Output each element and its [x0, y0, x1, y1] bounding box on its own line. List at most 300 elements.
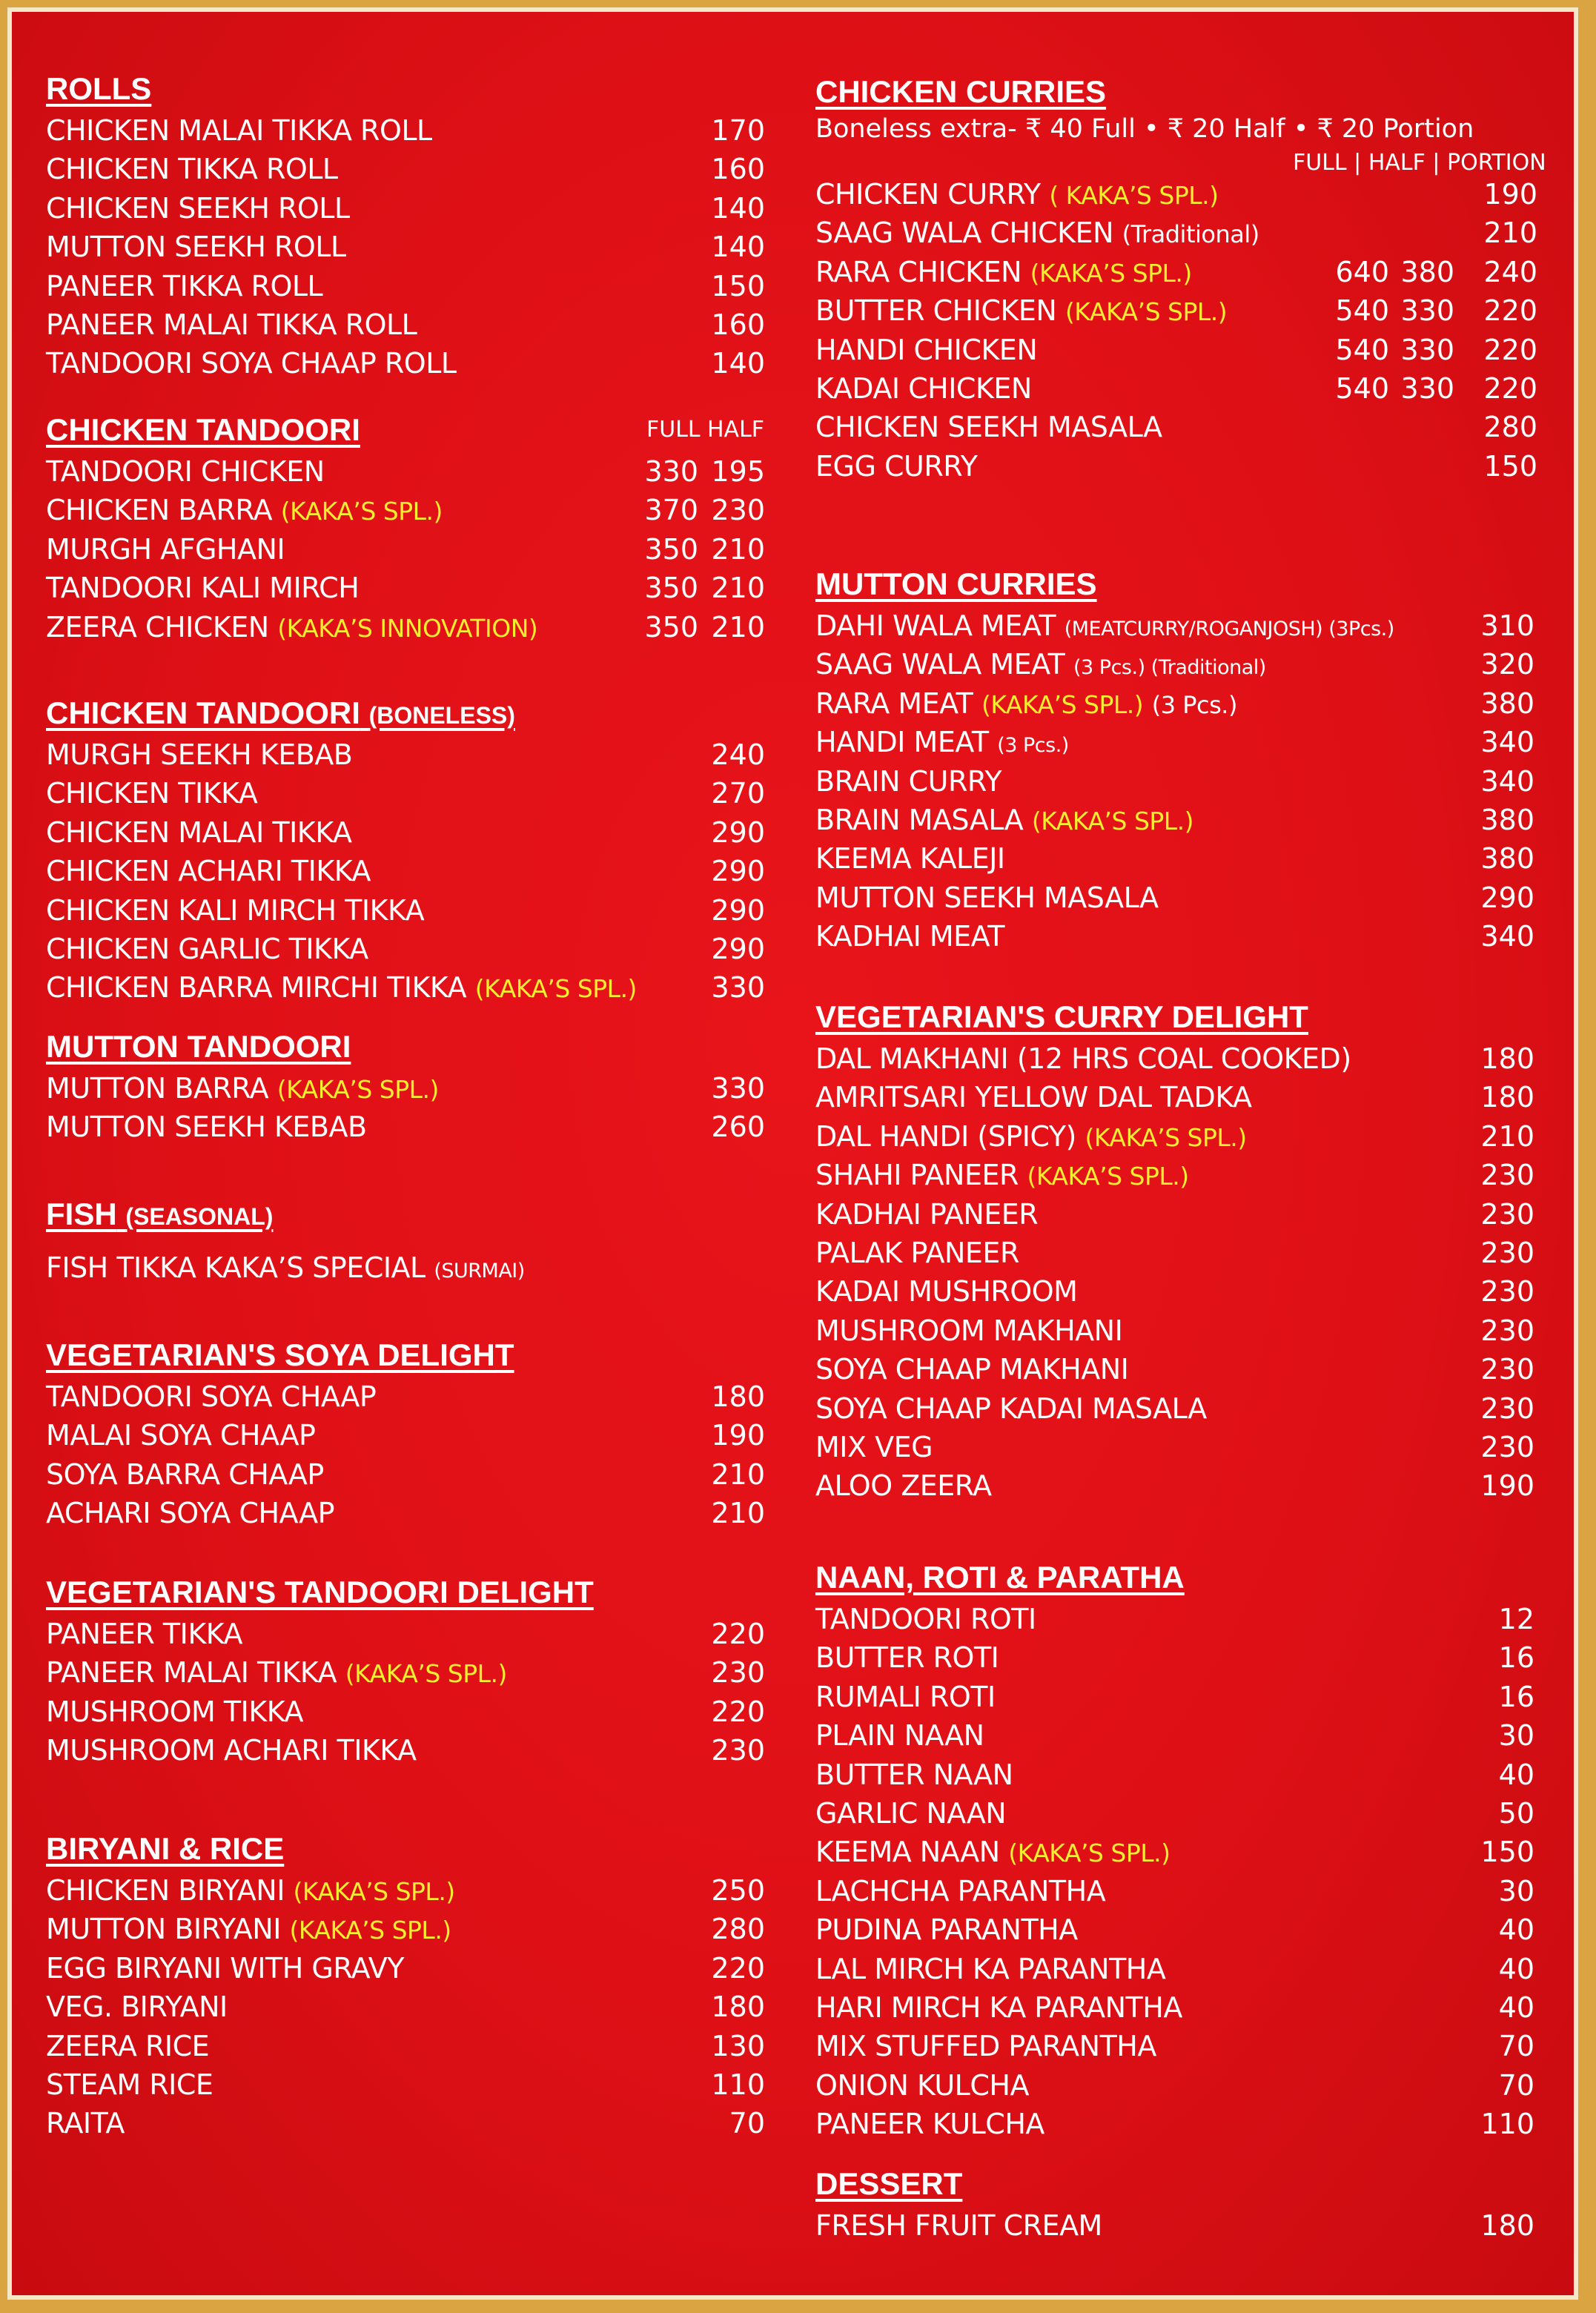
item-name-text: PANEER MALAI TIKKA: [46, 1656, 337, 1690]
menu-item: [815, 253, 1564, 291]
section-subtitle: (BONELESS): [368, 702, 515, 729]
item-name-text: PANEER MALAI TIKKA ROLL: [46, 308, 417, 341]
item-name-text: MURGH SEEKH KEBAB: [46, 738, 353, 771]
menu-item: [815, 645, 1564, 684]
menu-item: [46, 1615, 765, 1653]
price: 180: [1480, 1081, 1534, 1114]
kaka-special-tag: (KAKA’S SPL.): [277, 1075, 439, 1104]
item-name: [46, 1615, 242, 1653]
menu-item: [46, 735, 765, 774]
price-full: 350: [644, 610, 698, 643]
menu-item: [815, 1350, 1564, 1389]
item-name: [46, 491, 443, 531]
item-name: [815, 684, 1237, 724]
price: 110: [711, 2068, 765, 2101]
column-header-full-half-portion: FULL | HALF | PORTION: [1293, 150, 1546, 176]
item-name-text: CHICKEN MALAI TIKKA ROLL: [46, 114, 432, 147]
section-title-text: DESSERT: [815, 2166, 963, 2201]
price: 30: [1498, 1719, 1534, 1753]
menu-item: [815, 1872, 1564, 1910]
item-name-text: PLAIN NAAN: [815, 1719, 984, 1753]
item-name-text: MUTTON SEEKH KEBAB: [46, 1111, 367, 1144]
menu-item: [815, 1600, 1564, 1638]
menu-item: [815, 1117, 1564, 1156]
column-header-full: FULL: [646, 417, 701, 443]
item-name: [815, 1600, 1036, 1638]
item-name-text: PANEER TIKKA ROLL: [46, 269, 323, 302]
item-name-text: EGG CURRY: [815, 449, 978, 483]
price: 150: [711, 269, 765, 302]
menu-item: [46, 968, 765, 1007]
item-name-text: SOYA CHAAP KADAI MASALA: [815, 1392, 1207, 1425]
item-name-text: LAL MIRCH KA PARANTHA: [815, 1952, 1166, 1985]
item-name: [46, 2065, 213, 2104]
item-name-text: ALOO ZEERA: [815, 1469, 992, 1503]
section-title: [46, 412, 360, 448]
kaka-special-tag: (KAKA’S SPL.): [345, 1659, 507, 1689]
item-name-text: PALAK PANEER: [815, 1237, 1019, 1269]
kaka-special-tag: (KAKA’S SPL.): [1008, 1839, 1170, 1868]
item-name: [815, 175, 1218, 215]
item-name: [815, 1428, 933, 1466]
item-name-text: BRAIN MASALA: [815, 804, 1024, 836]
price: 40: [1498, 1913, 1534, 1947]
price: 70: [1498, 2068, 1534, 2102]
item-name: [46, 1949, 404, 1988]
menu-item: [46, 2104, 765, 2142]
item-name: [815, 1156, 1189, 1196]
section-title-text: CHICKEN CURRIES: [815, 74, 1107, 109]
item-name-text: SOYA CHAAP MAKHANI: [815, 1353, 1129, 1386]
menu-item: [815, 606, 1564, 645]
price: 180: [1480, 2209, 1534, 2242]
item-name: [815, 2066, 1029, 2105]
item-name: [815, 762, 1001, 801]
price: 40: [1498, 1758, 1534, 1791]
item-name-text: BUTTER NAAN: [815, 1758, 1013, 1791]
item-name: [46, 2104, 125, 2142]
item-name: [815, 723, 1069, 765]
item-name-text: DAHI WALA MEAT: [815, 609, 1056, 642]
item-name: [815, 917, 1004, 956]
price-half: 210: [711, 572, 765, 605]
item-name: [815, 1234, 1019, 1272]
item-name: [815, 1950, 1165, 1988]
item-name: [815, 253, 1192, 293]
item-name: [46, 228, 346, 266]
item-name: [815, 1039, 1351, 1078]
item-name: [815, 291, 1227, 331]
price: 230: [1480, 1431, 1534, 1463]
item-name: [46, 2027, 209, 2065]
price: 290: [1480, 881, 1534, 914]
item-name: [815, 878, 1159, 917]
price: 310: [1480, 609, 1534, 642]
menu-item: [815, 1389, 1564, 1428]
item-name-text: MIX STUFFED PARANTHA: [815, 2030, 1156, 2063]
menu-item: [815, 1039, 1564, 1078]
menu-item: [815, 878, 1564, 917]
item-name: [46, 930, 368, 968]
price-portion: 150: [1483, 449, 1537, 483]
price-half: 330: [1400, 372, 1454, 405]
item-name: [46, 1871, 455, 1911]
item-name-text: EGG BIRYANI WITH GRAVY: [46, 1951, 404, 1985]
item-name-text: CHICKEN ACHARI TIKKA: [46, 855, 371, 888]
item-name: [46, 1069, 439, 1109]
item-name: [815, 1078, 1252, 1116]
kaka-special-tag: (KAKA’S SPL.): [981, 689, 1144, 719]
menu-item: [815, 1195, 1564, 1234]
item-name-text: DAL HANDI (SPICY): [815, 1119, 1076, 1153]
item-name: [815, 801, 1193, 841]
item-name-text: MUSHROOM TIKKA: [46, 1695, 303, 1728]
price-portion: 220: [1483, 333, 1537, 366]
item-name: [46, 1494, 334, 1532]
price: 16: [1498, 1641, 1534, 1675]
price: 270: [711, 777, 765, 810]
item-name: [815, 1678, 996, 1716]
item-name: [46, 1653, 507, 1693]
price-half: 330: [1400, 333, 1454, 366]
item-name: [46, 1731, 417, 1770]
price: 110: [1480, 2108, 1534, 2141]
price: 220: [711, 1618, 765, 1650]
item-name: [46, 1416, 315, 1455]
price-full: 540: [1335, 294, 1389, 328]
kaka-special-tag: (KAKA’S SPL.): [1064, 297, 1228, 327]
price-half: 230: [711, 494, 765, 527]
item-note: (3 Pcs.): [997, 734, 1069, 758]
item-note: (MEATCURRY/ROGANJOSH) (3Pcs.): [1064, 618, 1394, 641]
item-name: [815, 1872, 1105, 1910]
item-name-text: MUSHROOM ACHARI TIKKA: [46, 1734, 417, 1767]
price: 330: [711, 1072, 765, 1105]
price: 290: [711, 855, 765, 888]
price: 140: [711, 191, 765, 225]
kaka-special-tag: (KAKA’S SPL.): [293, 1877, 455, 1906]
menu-item: [815, 1156, 1564, 1194]
price-portion: 210: [1483, 216, 1537, 250]
price: 40: [1498, 1991, 1534, 2024]
item-name: [46, 735, 352, 774]
menu-item: [46, 1069, 765, 1108]
price: 140: [711, 347, 765, 380]
price: 380: [1480, 804, 1534, 836]
kaka-special-tag: (KAKA’S INNOVATION): [277, 613, 538, 643]
menu-item: [46, 1910, 765, 1948]
column-header-half: HALF: [707, 417, 765, 443]
item-name: [46, 968, 637, 1008]
price: 290: [711, 933, 765, 965]
item-name: [46, 852, 371, 890]
price: 170: [711, 114, 765, 147]
item-name-text: FRESH FRUIT CREAM: [815, 2209, 1102, 2242]
menu-item: [46, 1416, 765, 1455]
price: 340: [1480, 726, 1534, 759]
menu-item: [46, 774, 765, 813]
menu-item: [815, 1756, 1564, 1794]
kaka-special-tag: (KAKA’S SPL.): [1027, 1162, 1189, 1191]
price-full: 350: [644, 572, 698, 605]
item-name: [46, 1988, 228, 2026]
menu-item: [815, 1988, 1564, 2027]
price: 230: [1480, 1159, 1534, 1192]
section-title-text: CHICKEN TANDOORI: [46, 412, 360, 447]
menu-item: [46, 1988, 765, 2026]
kaka-special-tag: (KAKA’S SPL.): [1085, 1122, 1247, 1152]
item-name-text: PANEER TIKKA: [46, 1618, 242, 1650]
item-name-text: MUTTON SEEKH ROLL: [46, 231, 346, 264]
menu-item: [46, 1731, 765, 1770]
item-name: [815, 606, 1394, 649]
item-name: [815, 839, 1005, 878]
item-name-text: ACHARI SOYA CHAAP: [46, 1497, 334, 1530]
menu-item: [815, 2206, 1564, 2245]
item-name-text: CHICKEN MALAI TIKKA: [46, 815, 352, 849]
price-half: 380: [1400, 255, 1454, 288]
item-note: (3 Pcs.) (Traditional): [1073, 656, 1266, 680]
menu-item: [46, 111, 765, 150]
price: 240: [711, 738, 765, 771]
item-name: [46, 267, 322, 305]
boneless-extra-note: Boneless extra- ₹ 40 Full • ₹ 20 Half • ₹ 20 Portion: [815, 114, 1474, 144]
item-name-text: ZEERA CHICKEN: [46, 610, 269, 643]
item-name-text: HARI MIRCH KA PARANTHA: [815, 1991, 1182, 2024]
item-name: [815, 1833, 1170, 1873]
section-title: [815, 566, 1097, 602]
section-title: [815, 999, 1308, 1035]
item-name: [46, 813, 351, 852]
item-name-text: CHICKEN TIKKA ROLL: [46, 153, 338, 186]
menu-item: [815, 1910, 1564, 1949]
section-title-text: VEGETARIAN'S TANDOORI DELIGHT: [46, 1575, 594, 1609]
item-name-text: BRAIN CURRY: [815, 764, 1002, 798]
item-name-text: CHICKEN SEEKH MASALA: [815, 411, 1162, 444]
item-name-text: AMRITSARI YELLOW DAL TADKA: [815, 1081, 1252, 1114]
menu-item: [815, 447, 1564, 486]
item-name-text: CHICKEN GARLIC TIKKA: [46, 933, 368, 965]
section-title: [46, 1197, 273, 1234]
item-name-text: TANDOORI SOYA CHAAP ROLL: [46, 347, 457, 380]
item-name-text: LACHCHA PARANTHA: [815, 1874, 1106, 1907]
price: 230: [1480, 1237, 1534, 1269]
item-name-text: VEG. BIRYANI: [46, 1991, 228, 2024]
item-name: [815, 1117, 1247, 1157]
price-full: 350: [644, 532, 698, 566]
item-name-text: MUTTON BIRYANI: [46, 1913, 281, 1946]
price: 160: [711, 308, 765, 341]
price: 12: [1498, 1603, 1534, 1635]
item-name-text: BUTTER CHICKEN: [815, 294, 1057, 328]
item-name-text: TANDOORI CHICKEN: [46, 455, 325, 488]
section-title-text: BIRYANI & RICE: [46, 1831, 285, 1866]
item-name: [46, 305, 417, 344]
item-name: [46, 1377, 376, 1416]
item-name-text: MALAI SOYA CHAAP: [46, 1419, 316, 1452]
section-subtitle: (SEASONAL): [125, 1203, 274, 1230]
menu-item: [46, 569, 765, 607]
item-name-text: SHAHI PANEER: [815, 1159, 1019, 1192]
item-name: [46, 530, 285, 569]
price: 190: [1480, 1469, 1534, 1503]
item-name-text: CHICKEN BARRA MIRCHI TIKKA: [46, 971, 467, 1005]
price: 340: [1480, 920, 1534, 953]
kaka-special-tag: (KAKA’S SPL.): [1031, 807, 1194, 835]
price-portion: 190: [1483, 178, 1537, 211]
section-title-text: VEGETARIAN'S CURRY DELIGHT: [815, 999, 1308, 1034]
item-name: [815, 2027, 1156, 2065]
menu-item: [815, 1272, 1564, 1311]
menu-item: [46, 1108, 765, 1146]
menu-item: [815, 2027, 1564, 2065]
price: 330: [711, 971, 765, 1005]
price: 340: [1480, 764, 1534, 798]
menu-item: [815, 684, 1564, 723]
item-name-text: HANDI CHICKEN: [815, 333, 1038, 366]
item-name-text: DAL MAKHANI (12 HRS COAL COOKED): [815, 1042, 1351, 1075]
item-name-text: MUSHROOM MAKHANI: [815, 1314, 1123, 1347]
item-name-text: MIX VEG: [815, 1431, 933, 1463]
item-note: (3 Pcs.): [1151, 690, 1237, 719]
item-name: [815, 2206, 1102, 2245]
menu-item: [815, 291, 1564, 330]
price: 220: [711, 1695, 765, 1728]
price: 70: [729, 2107, 765, 2140]
section-title-text: CHICKEN TANDOORI: [46, 695, 360, 730]
item-name-text: KADAI CHICKEN: [815, 372, 1032, 405]
item-name-text: FISH TIKKA KAKA’S SPECIAL: [46, 1251, 426, 1284]
menu-item: [815, 917, 1564, 956]
item-name: [46, 1692, 303, 1731]
item-name-text: MUTTON BARRA: [46, 1072, 269, 1105]
menu-item: [46, 891, 765, 930]
price: 230: [711, 1734, 765, 1767]
price: 140: [711, 231, 765, 264]
item-name-text: KADAI MUSHROOM: [815, 1275, 1078, 1308]
price: 290: [711, 815, 765, 849]
item-name-text: CHICKEN KALI MIRCH TIKKA: [46, 893, 425, 927]
price: 210: [711, 1457, 765, 1491]
item-name-text: CHICKEN BIRYANI: [46, 1874, 285, 1907]
price-half: 210: [711, 610, 765, 643]
item-name: [46, 189, 350, 228]
menu-item: [815, 369, 1564, 408]
section-title: [815, 1560, 1185, 1595]
menu-item: [46, 2065, 765, 2104]
menu-item: [815, 408, 1564, 446]
menu-item: [46, 228, 765, 266]
item-name-text: ONION KULCHA: [815, 2068, 1029, 2102]
price-full: 540: [1335, 333, 1389, 366]
item-name: [815, 1716, 984, 1755]
item-name-text: CHICKEN SEEKH ROLL: [46, 191, 350, 225]
menu-item: [46, 1377, 765, 1416]
price: 380: [1480, 686, 1534, 720]
item-name-text: BUTTER ROTI: [815, 1641, 999, 1675]
price: 50: [1498, 1797, 1534, 1830]
item-name: [815, 1988, 1182, 2027]
price-full: 330: [644, 455, 698, 488]
menu-item: [815, 1833, 1564, 1871]
menu-board: [7, 7, 1578, 2300]
item-name-text: PANEER KULCHA: [815, 2108, 1044, 2141]
price-portion: 220: [1483, 294, 1537, 328]
item-name: [815, 214, 1259, 254]
section-title: [46, 1831, 284, 1867]
price: 230: [1480, 1197, 1534, 1231]
price: 220: [711, 1951, 765, 1985]
item-name: [815, 1466, 992, 1505]
menu-item: [815, 1311, 1564, 1350]
price-half: 195: [711, 455, 765, 488]
menu-item: [46, 1871, 765, 1910]
price: 180: [711, 1991, 765, 2024]
section-title: [46, 1575, 594, 1610]
price-half: 330: [1400, 294, 1454, 328]
menu-item: [815, 2066, 1564, 2105]
item-name-text: MURGH AFGHANI: [46, 532, 285, 566]
menu-item: [46, 189, 765, 228]
price: 210: [711, 1497, 765, 1530]
item-name: [815, 2105, 1044, 2143]
price: 16: [1498, 1680, 1534, 1713]
kaka-special-tag: (KAKA’S SPL.): [1030, 258, 1192, 288]
item-name-text: HANDI MEAT: [815, 726, 989, 759]
menu-item: [815, 214, 1564, 252]
item-name: [815, 331, 1037, 369]
item-name-text: CHICKEN BARRA: [46, 494, 273, 527]
menu-item: [815, 839, 1564, 878]
item-name-text: SAAG WALA CHICKEN: [815, 216, 1114, 250]
section-title-text: VEGETARIAN'S SOYA DELIGHT: [46, 1337, 514, 1372]
menu-item: [815, 331, 1564, 369]
price-full: 370: [644, 494, 698, 527]
item-name: [815, 447, 977, 486]
menu-item: [46, 813, 765, 852]
menu-item: [815, 1716, 1564, 1755]
item-name-text: TANDOORI KALI MIRCH: [46, 572, 360, 605]
section-title: [46, 71, 151, 107]
item-name-text: SOYA BARRA CHAAP: [46, 1457, 324, 1491]
item-name: [815, 1311, 1122, 1350]
item-name: [46, 569, 359, 607]
menu-item: [46, 150, 765, 188]
kaka-special-tag: (KAKA’S SPL.): [289, 1916, 451, 1945]
menu-item: [815, 1078, 1564, 1116]
price: 250: [711, 1874, 765, 1907]
kaka-special-tag: (KAKA’S SPL.): [280, 497, 443, 526]
item-name: [815, 645, 1266, 687]
price: 150: [1480, 1836, 1534, 1869]
price: 210: [1480, 1119, 1534, 1153]
item-name: [46, 150, 338, 188]
menu-item: [46, 1692, 765, 1731]
item-name: [46, 1248, 525, 1291]
item-name: [815, 408, 1162, 446]
menu-item: [815, 1234, 1564, 1272]
price: 130: [711, 2029, 765, 2062]
menu-item: [46, 491, 765, 529]
item-name: [815, 1638, 999, 1677]
price: 290: [711, 893, 765, 927]
menu-item: [46, 1248, 765, 1287]
item-name-text: TANDOORI ROTI: [815, 1603, 1036, 1635]
kaka-special-tag: ( KAKA’S SPL.): [1049, 181, 1219, 210]
menu-item: [46, 1455, 765, 1494]
menu-item: [46, 1494, 765, 1532]
menu-item: [815, 175, 1564, 214]
